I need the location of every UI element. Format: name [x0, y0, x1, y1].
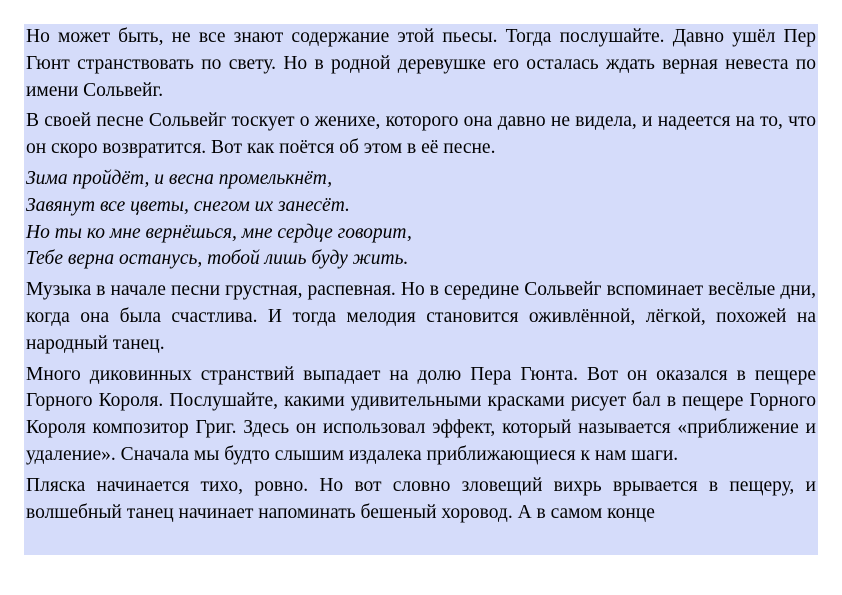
paragraph-dance: Пляска начинается тихо, ровно. Но вот словно зловещий вихрь врывается в пещеру, и волшебный танец начинает напоминать бешеный хоровод. А в самом конце	[26, 474, 816, 523]
paragraph-music: Музыка в начале песни грустная, распевная. Но в середине Сольвейг вспоминает весёлые дни, когда она была счастлива. И тогда мелодия становится оживлённой, лёгкой, похожей на народный танец.	[26, 279, 816, 354]
poem-quote	[24, 166, 818, 277]
poem-line: Зима пройдёт, и весна промелькнёт,	[26, 167, 333, 189]
poem-line: Но ты ко мне вернёшься, мне сердце говорит,	[26, 221, 412, 243]
paragraph-mountain-king: Много диковинных странствий выпадает на долю Пера Гюнта. Вот он оказался в пещере Горного Короля. Послушайте, какими удивительными красками рисует бал в пещере Горного Короля композитор Григ. Здесь он использовал эффект, который называется «приближение и удаление». Сначала мы будто слышим издалека приближающиеся к нам шаги.	[26, 363, 816, 465]
paragraph-solveig-song: В своей песне Сольвейг тоскует о женихе, которого она давно не видела, и надеется на то, что он скоро возвратится. Вот как поётся об этом в её песне.	[26, 110, 816, 159]
text-page	[24, 24, 818, 555]
poem-line: Завянут все цветы, снегом их занесёт.	[26, 194, 350, 216]
paragraph-intro: Но может быть, не все знают содержание этой пьесы. Тогда послушайте. Давно ушёл Пер Гюнт странствовать по свету. Но в родной деревушке его осталась ждать верная невеста по имени Сольвейг.	[26, 26, 816, 101]
poem-line: Тебе верна останусь, тобой лишь буду жить.	[26, 248, 409, 270]
